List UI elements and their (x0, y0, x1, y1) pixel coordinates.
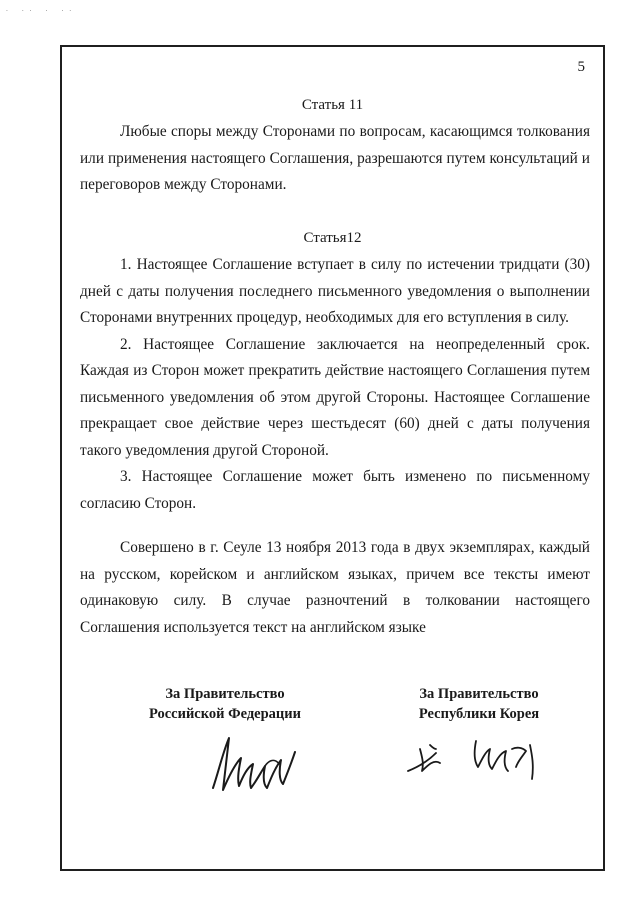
article-12-paragraph-2: 2. Настоящее Соглашение заключается на неопределенный срок. Каждая из Сторон может прекратить действие настоящего Соглашения путем письменного уведомления об этом другой Стороны. Настоящее Соглашение прекращает свое действие через шестьдесят (60) дней с даты получения такого уведомления другой Стороной. (80, 335, 590, 459)
article-12-paragraph-3: 3. Настоящее Соглашение может быть изменено по письменному согласию Сторон. (80, 468, 590, 512)
article-11-title: Статья 11 (301, 97, 364, 113)
signatory-russia-line1: За Правительство (165, 686, 285, 702)
scan-marks: · ·· · ·· (6, 8, 78, 15)
signatory-korea-line1: За Правительство (419, 686, 539, 702)
article-12-title: Статья12 (303, 230, 362, 246)
article-12-body (80, 252, 590, 517)
closing-paragraph: Совершено в г. Сеуле 13 ноября 2013 года в двух экземплярах, каждый на русском, корейском и английском языках, причем все тексты имеют одинаковую силу. В случае разночтений в толковании настоящего Соглашения используется текст на английском языке (80, 539, 590, 636)
signature-korea (402, 727, 552, 787)
page-number: 5 (577, 59, 585, 75)
signatory-korea (369, 684, 589, 724)
signatory-russia (115, 684, 335, 724)
closing-block (80, 535, 590, 641)
signature-russia (205, 730, 305, 800)
article-11-paragraph: Любые споры между Сторонами по вопросам, касающимся толкования или применения настоящего Соглашения, разрешаются путем консультаций и переговоров между Сторонами. (80, 123, 590, 193)
signatory-russia-line2: Российской Федерации (148, 706, 301, 722)
page-frame (60, 45, 605, 871)
article-11-body (80, 119, 590, 199)
article-12-paragraph-1: 1. Настоящее Соглашение вступает в силу по истечении тридцати (30) дней с даты получения последнего письменного уведомления о выполнении Сторонами внутренних процедур, необходимых для его вступления в силу. (80, 256, 590, 326)
signatory-korea-line2: Республики Корея (418, 706, 540, 722)
